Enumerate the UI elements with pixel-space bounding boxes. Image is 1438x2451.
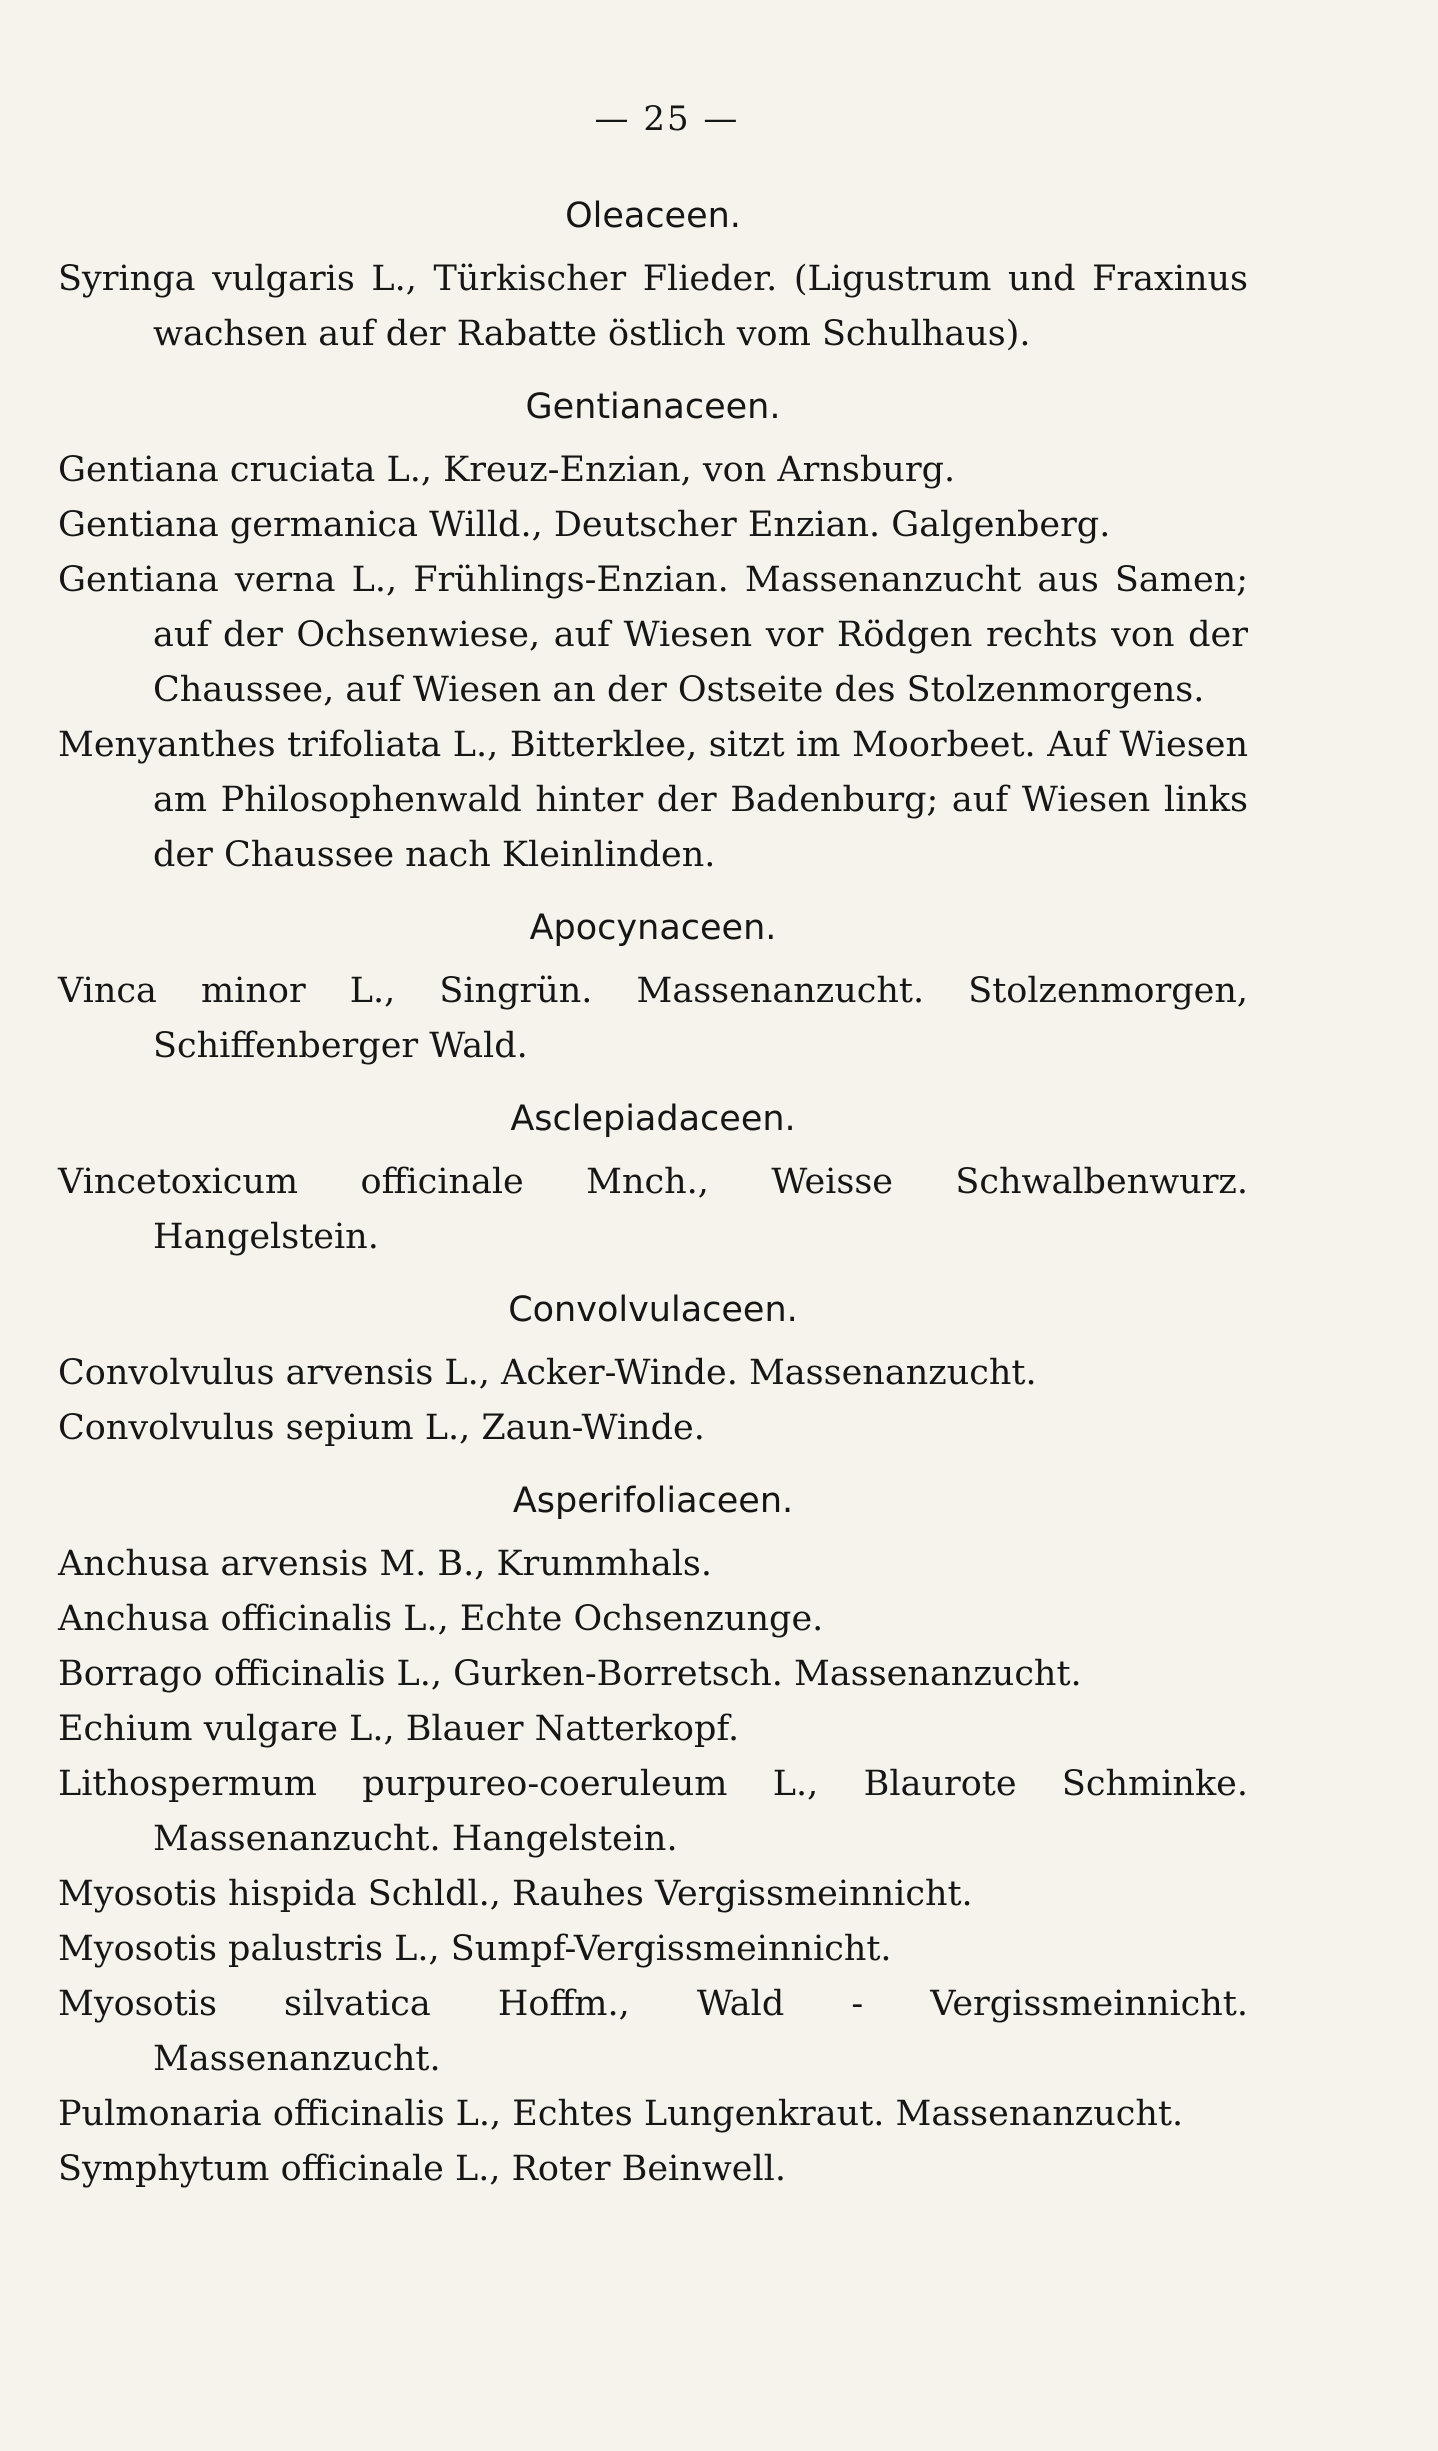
plant-entry: Gentiana germanica Willd., Deutscher Enzian. Galgenberg. bbox=[58, 505, 1111, 545]
section-title: Convolvulaceen. bbox=[508, 1290, 798, 1330]
page-content bbox=[58, 92, 1248, 2197]
section-title: Asperifoliaceen. bbox=[512, 1481, 794, 1521]
plant-entry: Echium vulgare L., Blauer Natterkopf. bbox=[58, 1709, 740, 1749]
plant-entry: Anchusa officinalis L., Echte Ochsenzunge. bbox=[58, 1599, 824, 1639]
section-apocynaceen bbox=[58, 901, 1248, 1074]
plant-entry: Gentiana cruciata L., Kreuz-Enzian, von Arnsburg. bbox=[58, 450, 956, 490]
plant-entry: Convolvulus arvensis L., Acker-Winde. Massenanzucht. bbox=[58, 1353, 1037, 1393]
section-title: Gentianaceen. bbox=[525, 387, 781, 427]
section-convolvulaceen bbox=[58, 1283, 1248, 1456]
plant-entry: Syringa vulgaris L., Türkischer Flieder. (Ligustrum und Fraxinus wachsen auf der Rabatte östlich vom Schulhaus). bbox=[58, 259, 1248, 354]
section-title: Oleaceen. bbox=[565, 196, 741, 236]
plant-entry: Convolvulus sepium L., Zaun-Winde. bbox=[58, 1408, 705, 1448]
plant-entry: Vinca minor L., Singrün. Massenanzucht. Stolzenmorgen, Schiffenberger Wald. bbox=[58, 971, 1248, 1066]
plant-entry: Symphytum officinale L., Roter Beinwell. bbox=[58, 2149, 786, 2189]
page-number: — 25 — bbox=[594, 99, 740, 139]
plant-entry: Myosotis hispida Schldl., Rauhes Vergissmeinnicht. bbox=[58, 1874, 973, 1914]
plant-entry: Menyanthes trifoliata L., Bitterklee, sitzt im Moorbeet. Auf Wiesen am Philosophenwald hinter der Badenburg; auf Wiesen links der Chaussee nach Kleinlinden. bbox=[58, 725, 1248, 875]
plant-entry: Myosotis silvatica Hoffm., Wald - Vergissmeinnicht. Massenanzucht. bbox=[58, 1984, 1248, 2079]
plant-entry: Gentiana verna L., Frühlings-Enzian. Massenanzucht aus Samen; auf der Ochsenwiese, auf Wiesen vor Rödgen rechts von der Chaussee, auf Wiesen an der Ostseite des Stolzenmorgens. bbox=[58, 560, 1248, 710]
section-asperifoliaceen bbox=[58, 1474, 1248, 2197]
plant-entry: Borrago officinalis L., Gurken-Borretsch. Massenanzucht. bbox=[58, 1654, 1082, 1694]
plant-entry: Lithospermum purpureo-coeruleum L., Blaurote Schminke. Massenanzucht. Hangelstein. bbox=[58, 1764, 1248, 1859]
section-asclepiadaceen bbox=[58, 1092, 1248, 1265]
section-oleaceen bbox=[58, 189, 1248, 362]
plant-entry: Myosotis palustris L., Sumpf-Vergissmeinnicht. bbox=[58, 1929, 892, 1969]
section-title: Apocynaceen. bbox=[529, 908, 777, 948]
section-gentianaceen bbox=[58, 380, 1248, 883]
section-title: Asclepiadaceen. bbox=[510, 1099, 796, 1139]
plant-entry: Anchusa arvensis M. B., Krummhals. bbox=[58, 1544, 712, 1584]
plant-entry: Pulmonaria officinalis L., Echtes Lungenkraut. Massenanzucht. bbox=[58, 2094, 1184, 2134]
plant-entry: Vincetoxicum officinale Mnch., Weisse Schwalbenwurz. Hangelstein. bbox=[58, 1162, 1248, 1257]
